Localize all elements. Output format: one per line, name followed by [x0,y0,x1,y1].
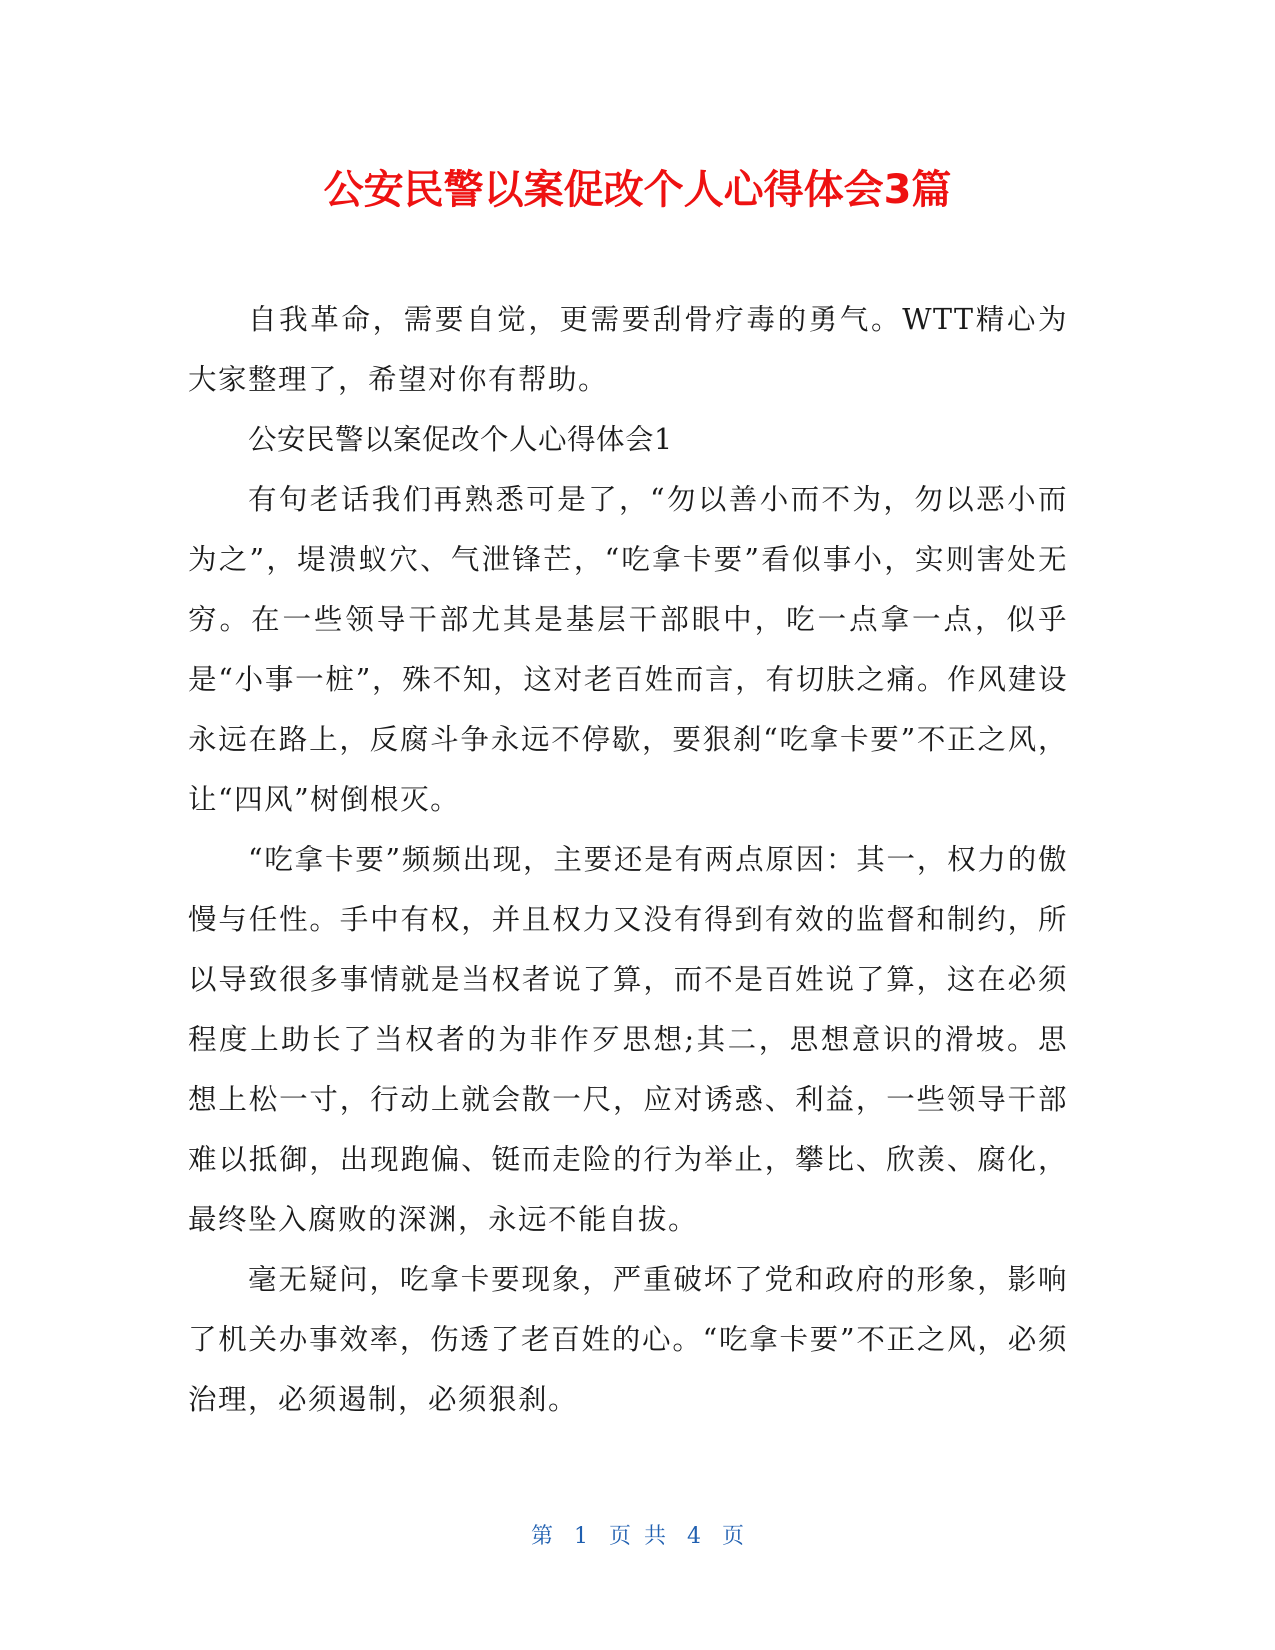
footer-current-page: 1 [574,1524,588,1549]
body-paragraph-1: 有句老话我们再熟悉可是了，“勿以善小而不为，勿以恶小而为之”，堤溃蚁穴、气泄锋芒，“吃拿卡要”看似事小，实则害处无穷。在一些领导干部尤其是基层干部眼中，吃一点拿一点，似乎是“小事一桩”，殊不知，这对老百姓而言，有切肤之痛。作风建设永远在路上，反腐斗争永远不停歇，要狠刹“吃拿卡要”不正之风，让“四风”树倒根灭。 [188,483,1068,816]
intro-paragraph: 自我革命，需要自觉，更需要刮骨疗毒的勇气。WTT精心为大家整理了，希望对你有帮助。 [188,303,1068,396]
document-title: 公安民警以案促改个人心得体会3篇 [323,167,952,213]
page-footer [0,1522,1275,1552]
footer-total-pages: 4 [687,1524,701,1549]
footer-middle: 页 共 [609,1524,666,1549]
document-body [188,290,1068,1430]
footer-prefix: 第 [530,1524,553,1549]
footer-suffix: 页 [722,1524,745,1549]
body-paragraph-2: “吃拿卡要”频频出现，主要还是有两点原因：其一，权力的傲慢与任性。手中有权，并且权力又没有得到有效的监督和制约，所以导致很多事情就是当权者说了算，而不是百姓说了算，这在必须程度上助长了当权者的为非作歹思想;其二，思想意识的滑坡。思想上松一寸，行动上就会散一尺，应对诱惑、利益，一些领导干部难以抵御，出现跑偏、铤而走险的行为举止，攀比、欣羡、腐化，最终坠入腐败的深渊，永远不能自拔。 [188,843,1068,1236]
section-heading: 公安民警以案促改个人心得体会1 [248,423,673,456]
body-paragraph-3: 毫无疑问，吃拿卡要现象，严重破坏了党和政府的形象，影响了机关办事效率，伤透了老百姓的心。“吃拿卡要”不正之风，必须治理，必须遏制，必须狠刹。 [188,1263,1068,1416]
